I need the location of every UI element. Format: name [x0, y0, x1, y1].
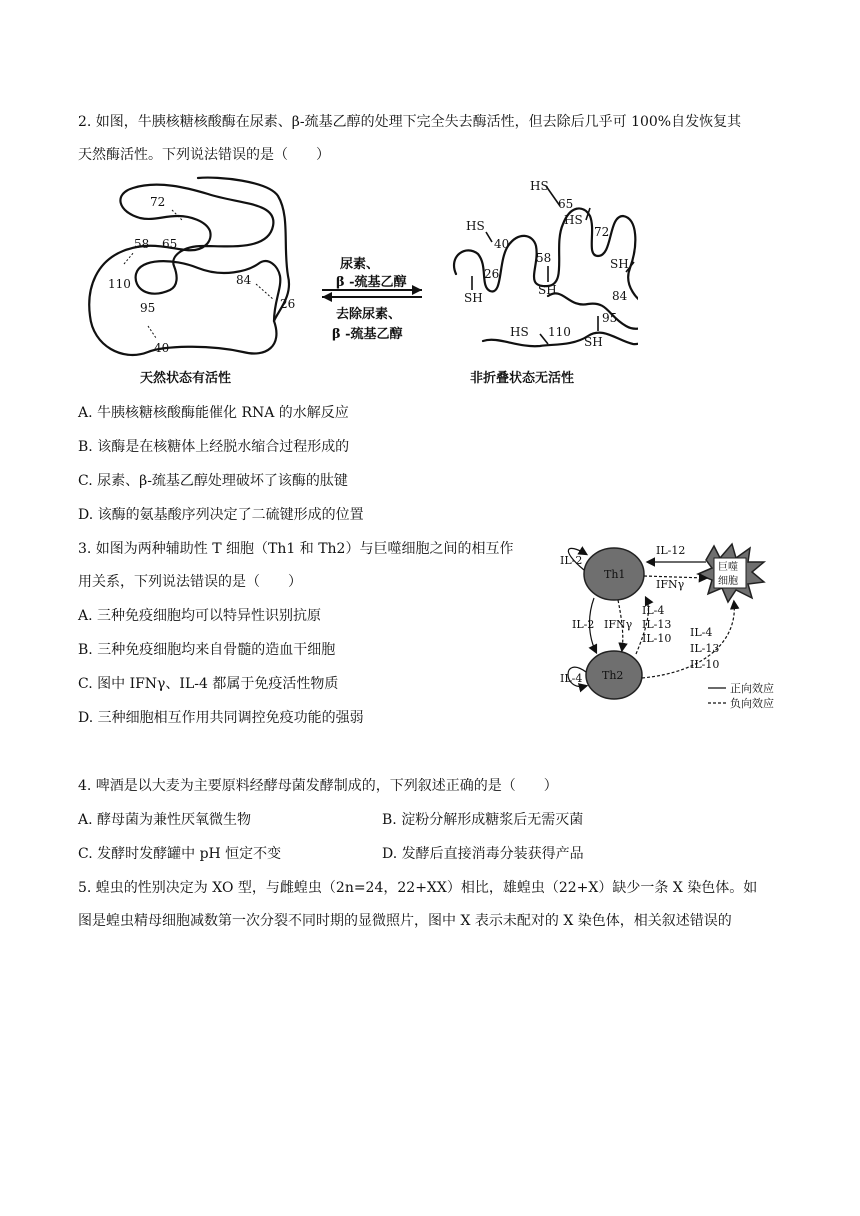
- right-residue-26: 26: [484, 267, 500, 281]
- left-residue-72: 72: [150, 195, 166, 209]
- right-residue-72: 72: [594, 225, 610, 239]
- il10-right-label: IL-10: [690, 658, 720, 671]
- q4-option-d: D. 发酵后直接消毒分装获得产品: [382, 846, 584, 862]
- q4-stem: 4. 啤酒是以大麦为主要原料经酵母菌发酵制成的，下列叙述正确的是（ ）: [78, 778, 558, 794]
- left-residue-84: 84: [236, 273, 252, 287]
- right-sh-58: SH: [538, 283, 557, 297]
- forward-label-line2: β -巯基乙醇: [336, 275, 407, 290]
- right-hs-110: HS: [510, 325, 529, 339]
- forward-label-line1: 尿素、: [340, 257, 380, 272]
- right-hs-40: HS: [466, 219, 485, 233]
- right-residue-84: 84: [612, 289, 628, 303]
- legend: [708, 681, 774, 710]
- q2-option-a: A. 牛胰核糖核酸酶能催化 RNA 的水解反应: [78, 405, 349, 421]
- q5-stem-line2: 图是蝗虫精母细胞减数第一次分裂不同时期的显微照片，图中 X 表示未配对的 X 染色体，相关叙述错误的: [78, 913, 732, 929]
- right-residue-58: 58: [536, 251, 552, 265]
- right-caption: 非折叠状态无活性: [470, 371, 575, 386]
- q2-option-b: B. 该酶是在核糖体上经脱水缩合过程形成的: [78, 439, 350, 455]
- q3-option-c: C. 图中 IFNγ、IL-4 都属于免疫活性物质: [78, 676, 339, 692]
- q2-stem-line2: 天然酶活性。下列说法错误的是（ ）: [78, 147, 330, 163]
- q2-stem-line1: 2. 如图，牛胰核糖核酸酶在尿素、β-巯基乙醇的处理下完全失去酶活性，但去除后几乎可 100%自发恢复其: [78, 114, 742, 130]
- il2-top-label: IL-2: [560, 554, 583, 567]
- right-sh-84: SH: [610, 257, 629, 271]
- q2-option-c: C. 尿素、β-巯基乙醇处理破坏了该酶的肽键: [78, 473, 348, 489]
- right-residue-95: 95: [602, 311, 618, 325]
- ifn-right-label: IFNγ: [656, 578, 685, 591]
- macrophage-label-line1: 巨噬: [718, 562, 738, 573]
- q4-option-b: B. 淀粉分解形成糖浆后无需灭菌: [382, 812, 584, 828]
- right-hs-65: HS: [530, 179, 549, 193]
- reaction-arrows: [322, 256, 422, 342]
- right-residue-65: 65: [558, 197, 574, 211]
- left-disulfide-bonds: [124, 210, 274, 338]
- legend-negative: 负向效应: [730, 697, 774, 710]
- il10-mid-label: IL-10: [642, 632, 672, 645]
- ifn-mid-label: IFNγ: [604, 618, 633, 631]
- q3-stem-line2: 用关系，下列说法错误的是（ ）: [78, 574, 302, 590]
- q5-stem-line1: 5. 蝗虫的性别决定为 XO 型，与雌蝗虫（2n=24，22+XX）相比，雄蝗虫（22+X）缺少一条 X 染色体。如: [78, 880, 758, 896]
- q3-option-d: D. 三种细胞相互作用共同调控免疫功能的强弱: [78, 710, 364, 726]
- left-caption: 天然状态有活性: [140, 371, 232, 386]
- left-residue-95: 95: [140, 301, 156, 315]
- il4-right-label: IL-4: [690, 626, 713, 639]
- q4-option-a: A. 酵母菌为兼性厌氧微生物: [78, 812, 252, 828]
- q3-option-b: B. 三种免疫细胞均来自骨髓的造血干细胞: [78, 642, 336, 658]
- right-residue-40: 40: [494, 237, 510, 251]
- il4-bottom-label: IL-4: [560, 672, 583, 685]
- right-residue-110: 110: [548, 325, 571, 339]
- left-residue-40: 40: [154, 341, 170, 355]
- q4-option-c: C. 发酵时发酵罐中 pH 恒定不变: [78, 846, 282, 862]
- left-residue-65: 65: [162, 237, 178, 251]
- right-sh-26: SH: [464, 291, 483, 305]
- native-enzyme-drawing: [89, 178, 289, 355]
- left-residue-58: 58: [134, 237, 150, 251]
- q3-stem-line1: 3. 如图为两种辅助性 T 细胞（Th1 和 Th2）与巨噬细胞之间的相互作: [78, 541, 514, 557]
- reverse-label-line1: 去除尿素、: [336, 307, 402, 322]
- q3-immune-figure: [556, 540, 786, 716]
- th1-label: Th1: [604, 568, 626, 581]
- th2-label: Th2: [602, 669, 624, 682]
- q2-option-d: D. 该酶的氨基酸序列决定了二硫键形成的位置: [78, 507, 364, 523]
- il13-right-label: IL-13: [690, 642, 720, 655]
- left-residue-110: 110: [108, 277, 131, 291]
- il4-mid-label: IL-4: [642, 604, 665, 617]
- macrophage-label-line2: 细胞: [718, 576, 738, 587]
- reverse-label-line2: β -巯基乙醇: [332, 327, 403, 342]
- q3-option-a: A. 三种免疫细胞均可以特异性识别抗原: [78, 608, 322, 624]
- il2-mid-label: IL-2: [572, 618, 595, 631]
- right-sh-95: SH: [584, 335, 603, 349]
- right-hs-72: HS: [564, 213, 583, 227]
- legend-positive: 正向效应: [730, 682, 774, 695]
- left-residue-26: 26: [280, 297, 296, 311]
- il12-label: IL-12: [656, 544, 686, 557]
- q2-enzyme-figure: [78, 176, 638, 394]
- il13-mid-label: IL-13: [642, 618, 672, 631]
